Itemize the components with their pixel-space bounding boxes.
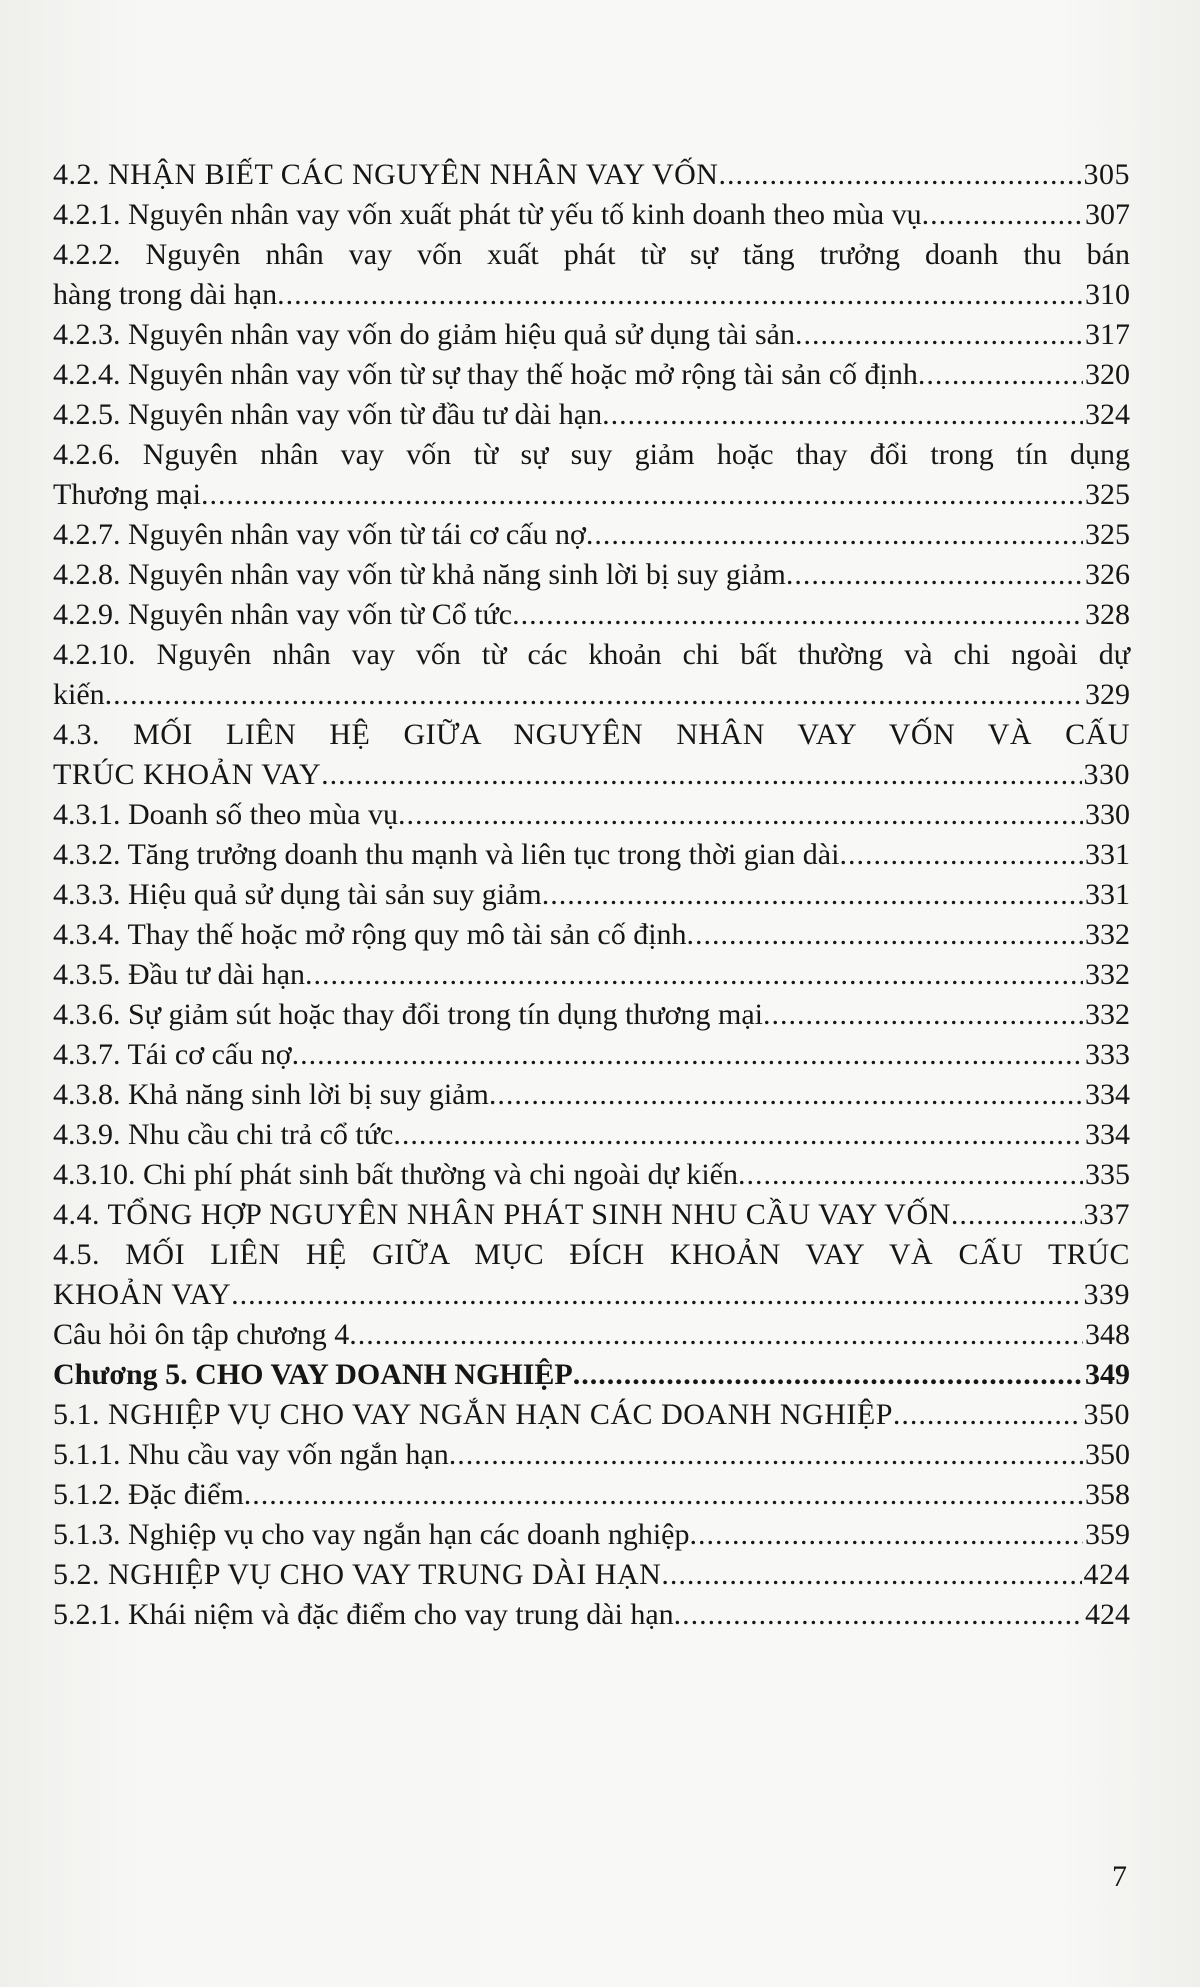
dot-leader bbox=[674, 1595, 1083, 1635]
dot-leader bbox=[718, 155, 1081, 195]
toc-entry-title: 4.3.6. Sự giảm sút hoặc thay đổi trong tín dụng thương mại bbox=[53, 998, 763, 1031]
toc-entry bbox=[53, 635, 1130, 715]
toc-entry-page: 331 bbox=[1085, 878, 1130, 911]
toc-entry-title: 4.3.4. Thay thế hoặc mở rộng quy mô tài sản cố định bbox=[53, 918, 687, 951]
dot-leader bbox=[602, 395, 1083, 435]
toc-entry-page: 317 bbox=[1085, 318, 1130, 351]
dot-leader bbox=[839, 835, 1083, 875]
toc-entry-page: 332 bbox=[1085, 958, 1130, 991]
toc-entry-line bbox=[53, 1395, 1130, 1435]
dot-leader bbox=[951, 1195, 1082, 1235]
toc-entry bbox=[53, 1035, 1130, 1075]
toc-entry-line bbox=[53, 595, 1130, 635]
toc-entry bbox=[53, 555, 1130, 595]
toc-entry-line bbox=[53, 675, 1130, 715]
toc-entry-title: 5.1. NGHIỆP VỤ CHO VAY NGẮN HẠN CÁC DOANH NGHIỆP bbox=[53, 1398, 893, 1431]
toc-entry bbox=[53, 715, 1130, 795]
toc-entry-page: 333 bbox=[1085, 1038, 1130, 1071]
toc-entry bbox=[53, 1355, 1130, 1395]
toc-entry-title: kiến bbox=[53, 678, 105, 711]
toc-entry bbox=[53, 1115, 1130, 1155]
toc-entry-title: hàng trong dài hạn bbox=[53, 278, 278, 311]
toc-entry-title: 4.4. TỔNG HỢP NGUYÊN NHÂN PHÁT SINH NHU CẦU VAY VỐN bbox=[53, 1198, 951, 1231]
toc-entry bbox=[53, 1395, 1130, 1435]
dot-leader bbox=[763, 995, 1083, 1035]
table-of-contents bbox=[53, 155, 1130, 1635]
dot-leader bbox=[105, 675, 1083, 715]
toc-entry-page: 329 bbox=[1085, 678, 1130, 711]
toc-entry-line bbox=[53, 875, 1130, 915]
dot-leader bbox=[489, 1075, 1083, 1115]
toc-entry-line bbox=[53, 1155, 1130, 1195]
toc-entry-page: 332 bbox=[1085, 918, 1130, 951]
toc-entry-page: 349 bbox=[1085, 1358, 1130, 1391]
toc-entry bbox=[53, 1555, 1130, 1595]
toc-entry-title: Câu hỏi ôn tập chương 4 bbox=[53, 1318, 350, 1351]
toc-entry-page: 424 bbox=[1083, 1558, 1130, 1591]
toc-entry-title: TRÚC KHOẢN VAY bbox=[53, 758, 322, 791]
toc-entry bbox=[53, 1235, 1130, 1315]
toc-entry bbox=[53, 1435, 1130, 1475]
toc-entry-title: 4.3.10. Chi phí phát sinh bất thường và chi ngoài dự kiến bbox=[53, 1158, 738, 1191]
toc-entry bbox=[53, 955, 1130, 995]
toc-entry-title: 4.2.8. Nguyên nhân vay vốn từ khả năng sinh lời bị suy giảm bbox=[53, 558, 786, 591]
dot-leader bbox=[398, 795, 1083, 835]
toc-entry-line bbox=[53, 155, 1130, 195]
toc-entry-page: 337 bbox=[1083, 1198, 1130, 1231]
dot-leader bbox=[277, 275, 1083, 315]
toc-entry-line bbox=[53, 1275, 1130, 1315]
toc-entry-title: 4.2.4. Nguyên nhân vay vốn từ sự thay thế hoặc mở rộng tài sản cố định bbox=[53, 358, 918, 391]
toc-entry-line bbox=[53, 355, 1130, 395]
toc-entry-page: 348 bbox=[1085, 1318, 1130, 1351]
toc-entry-line bbox=[53, 915, 1130, 955]
dot-leader bbox=[573, 1355, 1083, 1395]
toc-entry-line bbox=[53, 835, 1130, 875]
dot-leader bbox=[893, 1395, 1082, 1435]
toc-entry-line bbox=[53, 475, 1130, 515]
toc-entry-line bbox=[53, 275, 1130, 315]
toc-entry-title: 4.3.3. Hiệu quả sử dụng tài sản suy giảm bbox=[53, 878, 542, 911]
dot-leader bbox=[586, 515, 1083, 555]
toc-entry-page: 339 bbox=[1083, 1278, 1130, 1311]
toc-entry-page: 326 bbox=[1085, 558, 1130, 591]
dot-leader bbox=[393, 1115, 1083, 1155]
toc-entry-page: 424 bbox=[1085, 1598, 1130, 1631]
toc-entry-title-first-line: 4.2.6. Nguyên nhân vay vốn từ sự suy giảm hoặc thay đổi trong tín dụng bbox=[53, 438, 1130, 471]
toc-entry-title: 4.3.2. Tăng trưởng doanh thu mạnh và liên tục trong thời gian dài bbox=[53, 838, 840, 871]
dot-leader bbox=[305, 955, 1083, 995]
toc-entry-page: 334 bbox=[1085, 1118, 1130, 1151]
toc-entry-line bbox=[53, 995, 1130, 1035]
toc-entry-line bbox=[53, 1555, 1130, 1595]
toc-entry-line bbox=[53, 315, 1130, 355]
toc-entry-line bbox=[53, 1115, 1130, 1155]
dot-leader bbox=[661, 1555, 1081, 1595]
toc-entry-title: 4.2.1. Nguyên nhân vay vốn xuất phát từ yếu tố kinh doanh theo mùa vụ bbox=[53, 198, 922, 231]
toc-entry bbox=[53, 995, 1130, 1035]
toc-entry-page: 350 bbox=[1085, 1438, 1130, 1471]
toc-entry-page: 358 bbox=[1085, 1478, 1130, 1511]
toc-entry-line bbox=[53, 1075, 1130, 1115]
toc-entry-title: Chương 5. CHO VAY DOANH NGHIỆP bbox=[53, 1358, 573, 1391]
dot-leader bbox=[349, 1315, 1083, 1355]
dot-leader bbox=[786, 555, 1083, 595]
toc-entry-page: 332 bbox=[1085, 998, 1130, 1031]
toc-entry-line bbox=[53, 1315, 1130, 1355]
toc-entry bbox=[53, 915, 1130, 955]
dot-leader bbox=[687, 915, 1083, 955]
toc-entry-page: 328 bbox=[1085, 598, 1130, 631]
toc-entry-title: 4.3.7. Tái cơ cấu nợ bbox=[53, 1038, 292, 1071]
toc-entry-page: 330 bbox=[1083, 758, 1130, 791]
toc-entry-line bbox=[53, 755, 1130, 795]
toc-entry-title: 4.2.5. Nguyên nhân vay vốn từ đầu tư dài hạn bbox=[53, 398, 603, 431]
toc-entry-title: KHOẢN VAY bbox=[53, 1278, 232, 1311]
toc-entry-title: 5.2.1. Khái niệm và đặc điểm cho vay trung dài hạn bbox=[53, 1598, 674, 1631]
dot-leader bbox=[690, 1515, 1084, 1555]
toc-entry-page: 320 bbox=[1085, 358, 1130, 391]
toc-entry-line bbox=[53, 1515, 1130, 1555]
toc-entry-page: 350 bbox=[1083, 1398, 1130, 1431]
toc-entry-title: 4.2.7. Nguyên nhân vay vốn từ tái cơ cấu nợ bbox=[53, 518, 586, 551]
dot-leader bbox=[231, 1275, 1081, 1315]
toc-entry-title: 5.1.1. Nhu cầu vay vốn ngắn hạn bbox=[53, 1438, 449, 1471]
toc-entry-page: 335 bbox=[1085, 1158, 1130, 1191]
toc-entry-page: 325 bbox=[1085, 518, 1130, 551]
toc-entry bbox=[53, 235, 1130, 315]
toc-entry-page: 325 bbox=[1085, 478, 1130, 511]
dot-leader bbox=[201, 475, 1083, 515]
dot-leader bbox=[922, 195, 1083, 235]
toc-entry-line bbox=[53, 1435, 1130, 1475]
dot-leader bbox=[918, 355, 1083, 395]
toc-entry-line bbox=[53, 1195, 1130, 1235]
toc-entry-line bbox=[53, 515, 1130, 555]
toc-entry bbox=[53, 835, 1130, 875]
dot-leader bbox=[542, 875, 1083, 915]
toc-entry bbox=[53, 515, 1130, 555]
toc-entry-page: 305 bbox=[1083, 158, 1130, 191]
dot-leader bbox=[795, 315, 1083, 355]
toc-entry-title-first-line: 4.2.2. Nguyên nhân vay vốn xuất phát từ sự tăng trưởng doanh thu bán bbox=[53, 238, 1130, 271]
toc-entry bbox=[53, 355, 1130, 395]
toc-entry-title: 4.3.9. Nhu cầu chi trả cổ tức bbox=[53, 1118, 394, 1151]
toc-entry-title: 4.2.3. Nguyên nhân vay vốn do giảm hiệu quả sử dụng tài sản bbox=[53, 318, 795, 351]
toc-entry-line bbox=[53, 1355, 1130, 1395]
toc-entry bbox=[53, 1155, 1130, 1195]
toc-entry bbox=[53, 195, 1130, 235]
toc-entry-page: 330 bbox=[1085, 798, 1130, 831]
toc-entry bbox=[53, 875, 1130, 915]
toc-entry bbox=[53, 1195, 1130, 1235]
toc-entry-page: 307 bbox=[1085, 198, 1130, 231]
toc-entry bbox=[53, 435, 1130, 515]
dot-leader bbox=[321, 755, 1081, 795]
toc-entry-page: 310 bbox=[1085, 278, 1130, 311]
toc-entry-title: Thương mại bbox=[53, 478, 201, 511]
toc-entry-title: 4.2.9. Nguyên nhân vay vốn từ Cổ tức bbox=[53, 598, 513, 631]
toc-entry-title-first-line: 4.5. MỐI LIÊN HỆ GIỮA MỤC ĐÍCH KHOẢN VAY VÀ CẤU TRÚC bbox=[53, 1238, 1130, 1271]
toc-entry bbox=[53, 395, 1130, 435]
toc-entry-page: 331 bbox=[1085, 838, 1130, 871]
toc-entry-line bbox=[53, 395, 1130, 435]
toc-entry-line bbox=[53, 195, 1130, 235]
toc-entry-title: 5.1.3. Nghiệp vụ cho vay ngắn hạn các doanh nghiệp bbox=[53, 1518, 690, 1551]
toc-entry bbox=[53, 315, 1130, 355]
toc-entry-title: 4.3.8. Khả năng sinh lời bị suy giảm bbox=[53, 1078, 489, 1111]
toc-entry bbox=[53, 1595, 1130, 1635]
toc-entry-page: 359 bbox=[1085, 1518, 1130, 1551]
toc-entry bbox=[53, 795, 1130, 835]
toc-entry-title: 4.2. NHẬN BIẾT CÁC NGUYÊN NHÂN VAY VỐN bbox=[53, 158, 719, 191]
toc-entry bbox=[53, 1475, 1130, 1515]
dot-leader bbox=[244, 1475, 1083, 1515]
toc-entry-line bbox=[53, 795, 1130, 835]
toc-entry-line bbox=[53, 955, 1130, 995]
toc-entry-page: 324 bbox=[1085, 398, 1130, 431]
toc-entry-title: 4.3.5. Đầu tư dài hạn bbox=[53, 958, 306, 991]
page-number: 7 bbox=[1112, 1860, 1127, 1893]
toc-entry-line bbox=[53, 555, 1130, 595]
toc-entry-title-first-line: 4.2.10. Nguyên nhân vay vốn từ các khoản chi bất thường và chi ngoài dự bbox=[53, 638, 1130, 671]
toc-entry bbox=[53, 1315, 1130, 1355]
dot-leader bbox=[512, 595, 1083, 635]
toc-entry bbox=[53, 1515, 1130, 1555]
toc-entry-title: 4.3.1. Doanh số theo mùa vụ bbox=[53, 798, 398, 831]
toc-entry bbox=[53, 595, 1130, 635]
toc-entry-line bbox=[53, 1475, 1130, 1515]
toc-entry-title: 5.2. NGHIỆP VỤ CHO VAY TRUNG DÀI HẠN bbox=[53, 1558, 662, 1591]
toc-entry-line bbox=[53, 1035, 1130, 1075]
toc-entry-line bbox=[53, 1595, 1130, 1635]
dot-leader bbox=[292, 1035, 1083, 1075]
dot-leader bbox=[738, 1155, 1083, 1195]
toc-entry bbox=[53, 1075, 1130, 1115]
toc-entry-title: 5.1.2. Đặc điểm bbox=[53, 1478, 244, 1511]
toc-entry-page: 334 bbox=[1085, 1078, 1130, 1111]
toc-entry-title-first-line: 4.3. MỐI LIÊN HỆ GIỮA NGUYÊN NHÂN VAY VỐN VÀ CẤU bbox=[53, 718, 1130, 751]
toc-entry bbox=[53, 155, 1130, 195]
dot-leader bbox=[449, 1435, 1083, 1475]
